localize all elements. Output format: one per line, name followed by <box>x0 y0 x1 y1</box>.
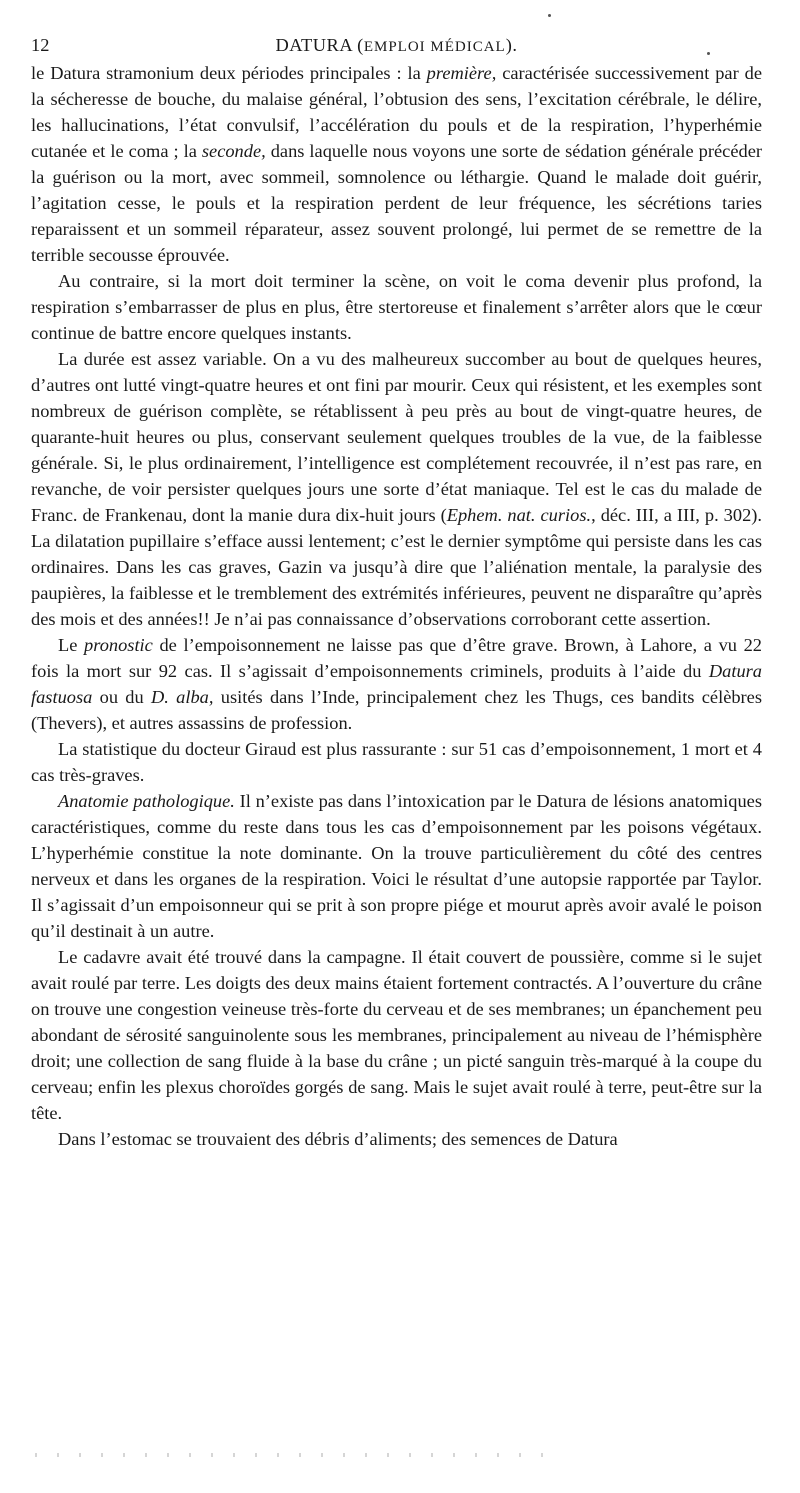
text-segment: ou du <box>92 687 151 707</box>
text-segment: Dans l’estomac se trouvaient des débris d’aliments; des semences de Datura <box>58 1129 618 1149</box>
italic-text: Ephem. nat. curios. <box>446 505 592 525</box>
paragraph <box>31 1126 762 1152</box>
paragraph <box>31 944 762 1126</box>
italic-text: seconde, <box>201 141 266 161</box>
paragraph <box>31 788 762 944</box>
paragraph <box>31 632 762 736</box>
text-segment: usités dans l’Inde, principalement chez les Thugs, ces bandits célèbres (Thevers), et autres assassins de profession. <box>31 687 762 733</box>
text-segment: le Datura stramonium deux périodes principales : la <box>31 63 427 83</box>
text-segment: , déc. III, a III, p. 302). La dilatation pupillaire s’efface aussi lentement; c’est le dernier symptôme qui persiste dans les cas ordinaires. Dans les cas graves, Gazin va jusqu’à dire que l’aliénation mentale, la paralysie des paupières, la faiblesse et le tremblement des extrémités inférieures, peuvent ne disparaître qu’après des mois et des années!! Je n’ai pas connaissance d’observations corroborant cette assertion. <box>31 505 762 629</box>
paragraph <box>31 736 762 788</box>
running-header <box>31 32 762 58</box>
paragraph <box>31 268 762 346</box>
italic-text: Anatomie pathologique. <box>58 791 235 811</box>
scan-speck <box>707 52 710 55</box>
text-segment: dans laquelle nous voyons une sorte de sédation générale précéder la guérison ou la mort, avec sommeil, somnolence ou léthargie. Quand le malade doit guérir, l’agitation cesse, le pouls et la respiration perdent de leur fréquence, les sécrétions taries reparaissent et un sommeil réparateur, assez souvent prolongé, lui permet de se remettre de la terrible secousse éprouvée. <box>31 141 762 265</box>
text-segment: caractérisée successivement par de la sécheresse de bouche, du malaise général, l’obtusion des sens, l’excitation cérébrale, le délire, les hallucinations, l’état convulsif, l’accélération du pouls et de la respiration, l’hyperhémie cutanée et le coma ; la <box>31 63 762 161</box>
text-segment: La statistique du docteur Giraud est plus rassurante : sur 51 cas d’empoisonnement, 1 mort et 4 cas très-graves. <box>31 739 762 785</box>
text-segment: Il n’existe pas dans l’intoxication par le Datura de lésions anatomiques caractéristiques, comme du reste dans tous les cas d’empoisonnement par les poisons végétaux. L’hyperhémie constitue la note dominante. On la trouve particulièrement du côté des centres nerveux et dans les organes de la respiration. Voici le résultat d’une autopsie rapportée par Taylor. Il s’agissait d’un empoisonneur qui se prit à son propre piége et mourut après avoir avalé le poison qu’il destinait à un autre. <box>31 791 762 941</box>
running-title-subtitle: EMPLOI MÉDICAL <box>363 39 506 55</box>
running-title-close: ). <box>505 35 518 55</box>
text-segment: Au contraire, si la mort doit terminer la scène, on voit le coma devenir plus profond, la respiration s’embarrasser de plus en plus, être stertoreuse et finalement s’arrêter alors que le cœur continue de battre encore quelques instants. <box>31 271 762 343</box>
italic-text: D. alba, <box>151 687 214 707</box>
paragraph <box>31 346 762 632</box>
running-title <box>31 32 762 60</box>
scan-speck <box>548 14 551 17</box>
italic-text: Datura fastuosa <box>31 661 762 707</box>
text-segment: Le <box>58 635 85 655</box>
body-text <box>31 60 762 1152</box>
text-segment: Le cadavre avait été trouvé dans la campagne. Il était couvert de poussière, comme si le sujet avait roulé par terre. Les doigts des deux mains étaient fortement contractés. A l’ouverture du crâne on trouve une congestion veineuse très-forte du cerveau et de ses membranes; un épanchement peu abondant de sérosité sanguinolente sous les membranes, principalement au niveau de l’hémisphère droit; une collection de sang fluide à la base du crâne ; un picté sanguin très-marqué à la coupe du cerveau; enfin les plexus choroïdes gorgés de sang. Mais le sujet avait roulé à terre, peut-être sur la tête. <box>31 947 762 1123</box>
italic-text: pronostic <box>84 635 153 655</box>
page-number: 12 <box>31 35 50 55</box>
paragraph <box>31 60 762 268</box>
text-segment: de l’empoisonnement ne laisse pas que d’être grave. Brown, à Lahore, a vu 22 fois la mort sur 92 cas. Il s’agissait d’empoisonnements criminels, produits à l’aide du <box>31 635 762 681</box>
italic-text: première, <box>426 63 497 83</box>
running-title-main: DATURA ( <box>275 35 364 55</box>
page <box>31 32 762 1152</box>
scan-artifact-line <box>35 1453 555 1457</box>
text-segment: La durée est assez variable. On a vu des malheureux succomber au bout de quelques heures, d’autres ont lutté vingt-quatre heures et ont fini par mourir. Ceux qui résistent, et les exemples sont nombreux de guérison complète, se rétablissent à peu près au bout de vingt-quatre heures, de quarante-huit heures ou plus, conservant seulement quelques troubles de la vue, de la faiblesse générale. Si, le plus ordinairement, l’intelligence est complétement recouvrée, il n’est pas rare, en revanche, de voir persister quelques jours une sorte d’état maniaque. Tel est le cas du malade de Franc. de Frankenau, dont la manie dura dix-huit jours ( <box>31 349 762 525</box>
